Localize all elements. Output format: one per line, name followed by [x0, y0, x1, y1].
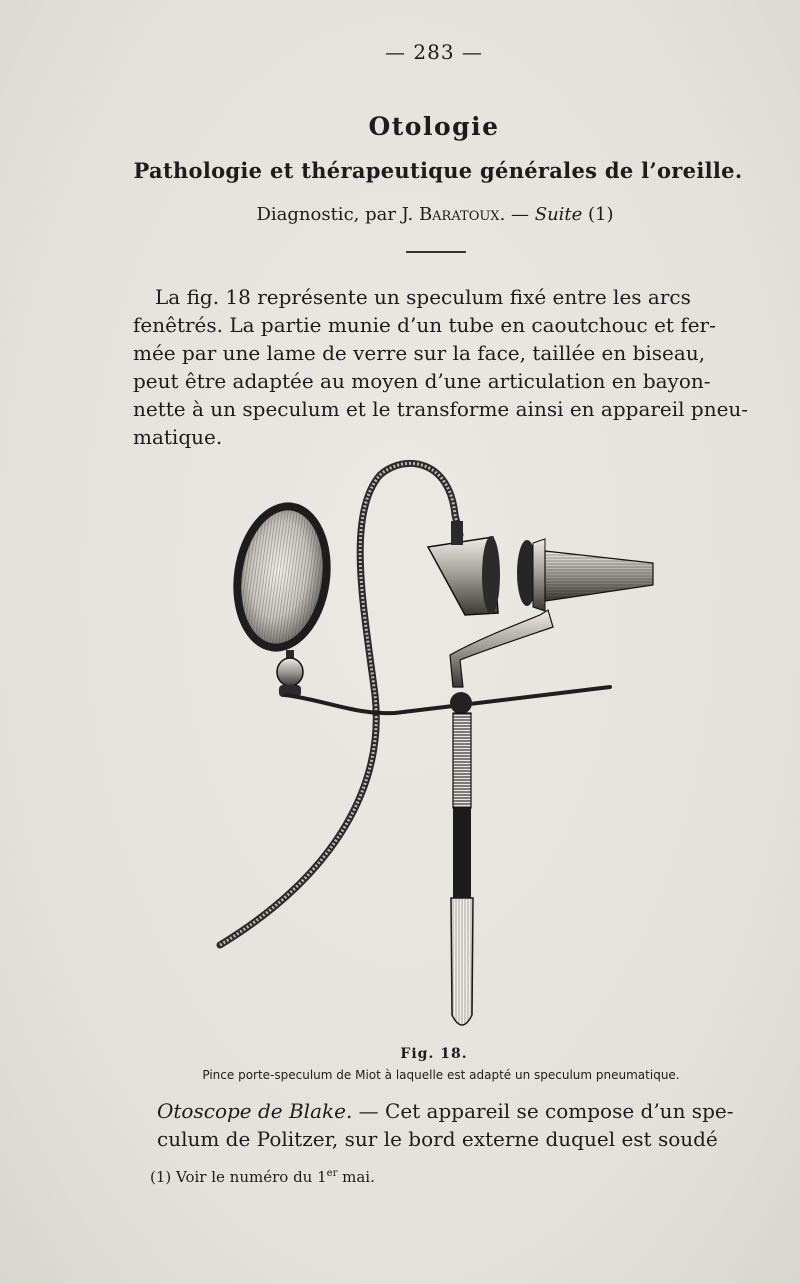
- footnote-superscript: er: [326, 1168, 338, 1179]
- mirror-ball-joint: [277, 658, 303, 686]
- figure-caption: Pince porte-speculum de Miot à laquelle est adapté un speculum pneumatique.: [202, 1068, 680, 1082]
- paragraph-line: La fig. 18 représente un speculum fixé entre les arcs: [155, 285, 691, 309]
- footnote-reference: (1): [582, 204, 614, 225]
- footnote-text-end: mai.: [337, 1168, 375, 1186]
- paragraph-line: [157, 1097, 754, 1125]
- footnote-marker: (1): [150, 1168, 172, 1186]
- page-number: — 283 —: [385, 40, 483, 64]
- handle-knurled-grip: [453, 713, 471, 808]
- body-paragraph: [133, 283, 753, 451]
- handle-ivory-shading: [451, 898, 473, 1025]
- byline-dash: . —: [499, 204, 535, 225]
- byline-suite: Suite: [534, 204, 583, 225]
- bayonet-arm: [450, 610, 553, 687]
- chapter-title: Pathologie et thérapeutique générales de l’oreille.: [133, 158, 743, 183]
- speculum-engraving: [215, 455, 660, 1045]
- body-paragraph-2: [157, 1097, 754, 1153]
- byline-prefix: Diagnostic, par J.: [256, 204, 419, 225]
- paragraph-line: culum de Politzer, sur le bord externe duquel est soudé: [157, 1127, 718, 1151]
- crossbar-arm: [285, 687, 610, 713]
- paragraph-line: peut être adaptée au moyen d’une articulation en bayon-: [133, 369, 711, 393]
- paragraph-line: nette à un speculum et le transforme ainsi en appareil pneu-: [133, 397, 749, 421]
- footnote-text: Voir le numéro du 1: [171, 1168, 327, 1186]
- footnote: [150, 1168, 375, 1186]
- speculum-collar: [533, 539, 545, 611]
- byline-author: Baratoux: [418, 204, 500, 225]
- pneumatic-glass-ring: [482, 536, 500, 614]
- section-divider: [406, 251, 466, 253]
- byline: [0, 204, 800, 225]
- paragraph-text: — Cet appareil se compose d’un spe-: [352, 1099, 734, 1123]
- figure-speculum-illustration: [215, 455, 660, 1045]
- section-title: Otologie: [368, 112, 500, 141]
- handle-dark-band: [453, 808, 471, 898]
- paragraph-line: mée par une lame de verre sur la face, taillée en biseau,: [133, 341, 706, 365]
- otoscope-title: Otoscope de Blake.: [157, 1099, 353, 1123]
- tube-nozzle: [451, 521, 463, 545]
- paragraph-line: matique.: [133, 425, 223, 449]
- paragraph-line: fenêtrés. La partie munie d’un tube en caoutchouc et fer-: [133, 313, 716, 337]
- handle-pivot: [450, 692, 472, 714]
- figure-label: Fig. 18.: [400, 1046, 468, 1062]
